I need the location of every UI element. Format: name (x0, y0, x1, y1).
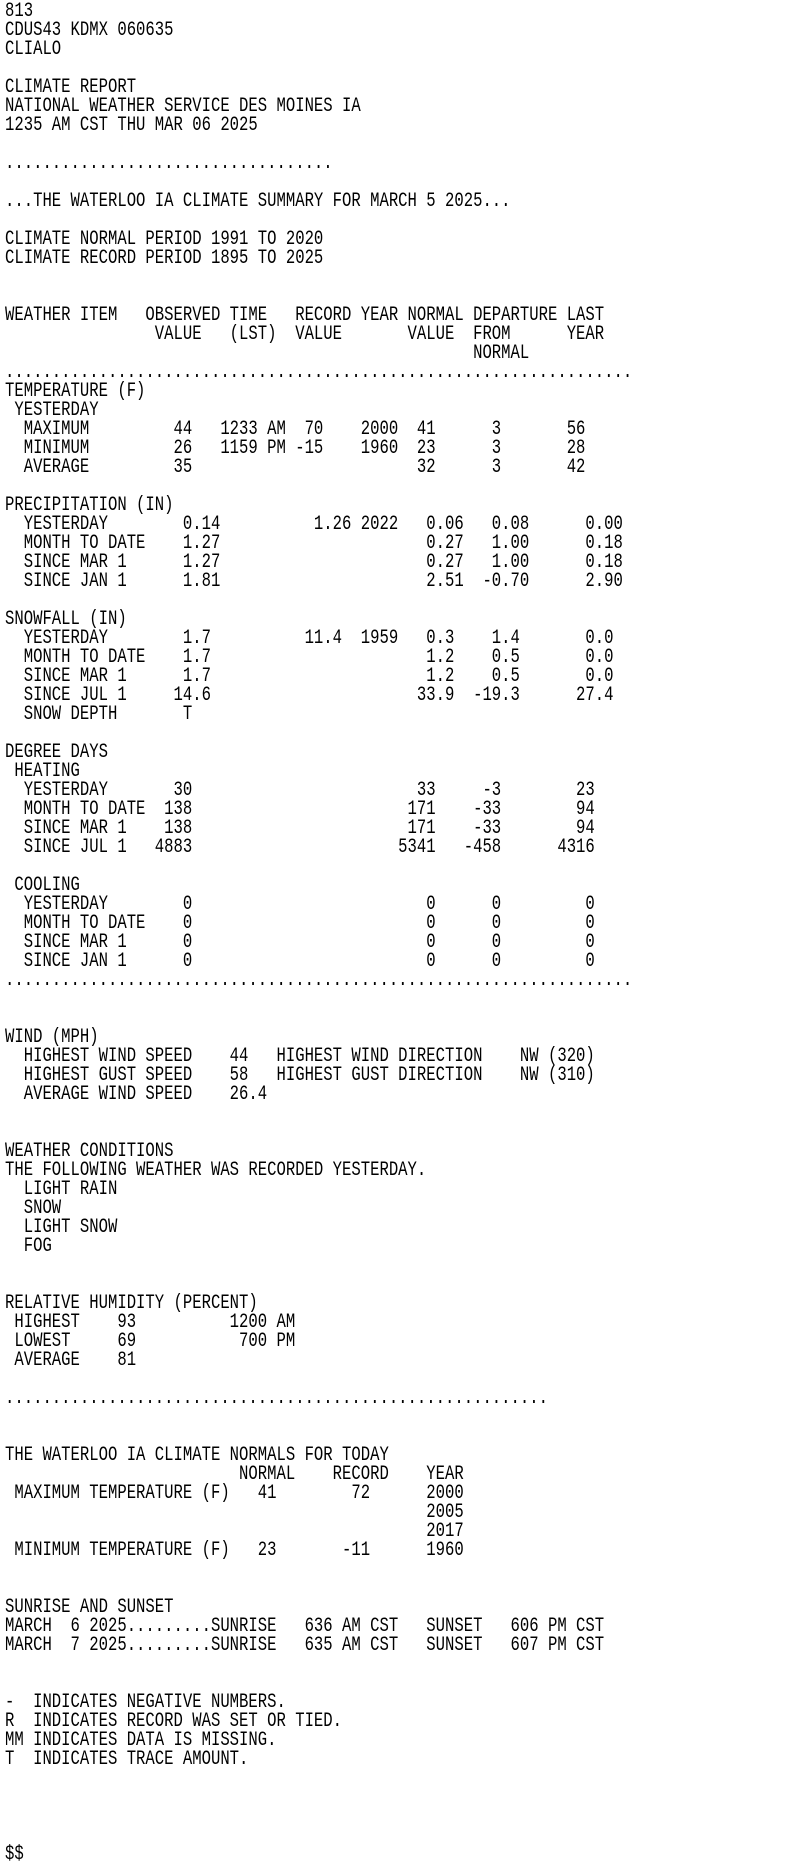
report-line (5, 1807, 632, 1826)
report-line: THE WATERLOO IA CLIMATE NORMALS FOR TODAY (5, 1444, 389, 1467)
report-line: MM INDICATES DATA IS MISSING. (5, 1729, 277, 1752)
report-line (5, 1560, 632, 1579)
report-line: MAXIMUM TEMPERATURE (F) 41 72 2000 (5, 1482, 464, 1505)
report-line: 813 (5, 0, 34, 23)
report-line: HIGHEST WIND SPEED 44 HIGHEST WIND DIRECTION NW (320) (5, 1045, 595, 1068)
report-line: MINIMUM TEMPERATURE (F) 23 -11 1960 (5, 1539, 464, 1562)
report-line: THE FOLLOWING WEATHER WAS RECORDED YESTERDAY. (5, 1159, 427, 1182)
report-line: - INDICATES NEGATIVE NUMBERS. (5, 1691, 286, 1714)
report-line: HIGHEST 93 1200 AM (5, 1311, 296, 1334)
report-line: ...THE WATERLOO IA CLIMATE SUMMARY FOR MARCH 5 2025... (5, 190, 511, 213)
report-line: MONTH TO DATE 0 0 0 0 (5, 912, 595, 935)
report-line: CLIMATE RECORD PERIOD 1895 TO 2025 (5, 247, 324, 270)
report-line: YESTERDAY 0.14 1.26 2022 0.06 0.08 0.00 (5, 513, 623, 536)
report-line: FOG (5, 1235, 52, 1258)
report-line: YESTERDAY 0 0 0 0 (5, 893, 595, 916)
report-line: 1235 AM CST THU MAR 06 2025 (5, 114, 258, 137)
report-line (5, 990, 632, 1009)
report-line: 2017 (5, 1520, 464, 1543)
report-line: YESTERDAY (5, 399, 99, 422)
report-line: WEATHER ITEM OBSERVED TIME RECORD YEAR NORMAL DEPARTURE LAST (5, 304, 605, 327)
report-line: MONTH TO DATE 1.27 0.27 1.00 0.18 (5, 532, 623, 555)
report-line: CDUS43 KDMX 060635 (5, 19, 174, 42)
report-line: $$ (5, 1843, 24, 1866)
report-line: NATIONAL WEATHER SERVICE DES MOINES IA (5, 95, 361, 118)
report-line: MONTH TO DATE 138 171 -33 94 (5, 798, 595, 821)
report-line: WIND (MPH) (5, 1026, 99, 1049)
report-line (5, 1408, 632, 1427)
report-line (5, 1826, 632, 1845)
report-line: MAXIMUM 44 1233 AM 70 2000 41 3 56 (5, 418, 586, 441)
report-line (5, 1256, 632, 1275)
report-line: COOLING (5, 874, 80, 897)
report-line: SINCE JAN 1 0 0 0 0 (5, 950, 595, 973)
report-line: R INDICATES RECORD WAS SET OR TIED. (5, 1710, 343, 1733)
report-line: SINCE MAR 1 1.27 0.27 1.00 0.18 (5, 551, 623, 574)
report-line: SUNRISE AND SUNSET (5, 1596, 174, 1619)
report-line (5, 1009, 632, 1028)
report-line: MARCH 7 2025.........SUNRISE 635 AM CST SUNSET 607 PM CST (5, 1634, 605, 1657)
report-line (5, 1769, 632, 1788)
report-line: SINCE JUL 1 4883 5341 -458 4316 (5, 836, 595, 859)
report-line: CLIALO (5, 38, 62, 61)
report-line: PRECIPITATION (IN) (5, 494, 174, 517)
report-line: LOWEST 69 700 PM (5, 1330, 296, 1353)
report-line: HEATING (5, 760, 80, 783)
report-line: ................................................................... (5, 969, 633, 992)
report-line: MARCH 6 2025.........SUNRISE 636 AM CST SUNSET 606 PM CST (5, 1615, 605, 1638)
report-line (5, 1655, 632, 1674)
report-line: .......................................................... (5, 1387, 548, 1410)
report-line: SNOW DEPTH T (5, 703, 193, 726)
report-line: NORMAL (5, 342, 530, 365)
report-line (5, 268, 632, 287)
report-line: ................................... (5, 152, 333, 175)
report-line (5, 1788, 632, 1807)
report-line: SINCE MAR 1 0 0 0 0 (5, 931, 595, 954)
report-line: YESTERDAY 30 33 -3 23 (5, 779, 595, 802)
report-line: MONTH TO DATE 1.7 1.2 0.5 0.0 (5, 646, 614, 669)
report-line: SINCE JAN 1 1.81 2.51 -0.70 2.90 (5, 570, 623, 593)
report-line: 2005 (5, 1501, 464, 1524)
climate-report (5, 2, 632, 1864)
report-line (5, 857, 632, 876)
report-line: SINCE MAR 1 1.7 1.2 0.5 0.0 (5, 665, 614, 688)
report-line: MINIMUM 26 1159 PM -15 1960 23 3 28 (5, 437, 586, 460)
report-line: LIGHT RAIN (5, 1178, 118, 1201)
report-line: DEGREE DAYS (5, 741, 108, 764)
report-line: HIGHEST GUST SPEED 58 HIGHEST GUST DIRECTION NW (310) (5, 1064, 595, 1087)
report-line: T INDICATES TRACE AMOUNT. (5, 1748, 249, 1771)
report-line: VALUE (LST) VALUE VALUE FROM YEAR (5, 323, 605, 346)
report-line: AVERAGE 35 32 3 42 (5, 456, 586, 479)
report-line: SNOW (5, 1197, 62, 1220)
report-line: CLIMATE NORMAL PERIOD 1991 TO 2020 (5, 228, 324, 251)
report-line: AVERAGE WIND SPEED 26.4 (5, 1083, 268, 1106)
report-line: SNOWFALL (IN) (5, 608, 127, 631)
report-line: AVERAGE 81 (5, 1349, 137, 1372)
report-line: WEATHER CONDITIONS (5, 1140, 174, 1163)
report-line: NORMAL RECORD YEAR (5, 1463, 464, 1486)
report-line: CLIMATE REPORT (5, 76, 137, 99)
report-line: TEMPERATURE (F) (5, 380, 146, 403)
report-line: RELATIVE HUMIDITY (PERCENT) (5, 1292, 258, 1315)
report-line: SINCE MAR 1 138 171 -33 94 (5, 817, 595, 840)
report-line: ................................................................... (5, 361, 633, 384)
report-line (5, 1104, 632, 1123)
report-line: SINCE JUL 1 14.6 33.9 -19.3 27.4 (5, 684, 614, 707)
report-line: YESTERDAY 1.7 11.4 1959 0.3 1.4 0.0 (5, 627, 614, 650)
report-line: LIGHT SNOW (5, 1216, 118, 1239)
